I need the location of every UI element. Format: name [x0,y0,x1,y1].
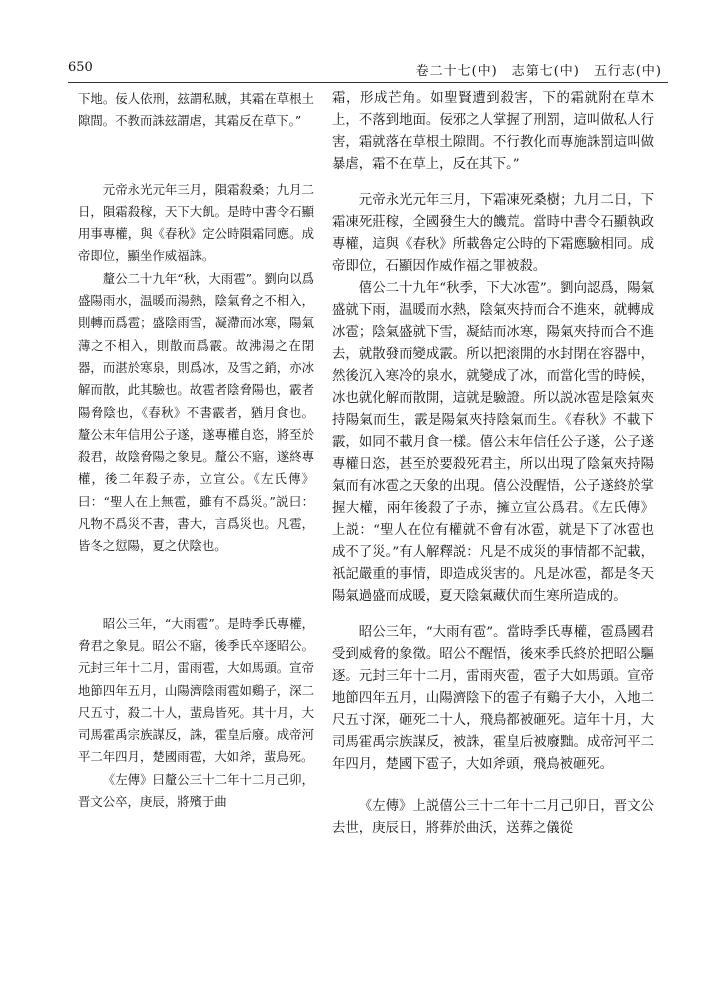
translation-paragraph: 元帝永光元年三月，下霜凍死桑樹；九月二日，下霜凍死莊稼，全國發生大的饑荒。當時中書令石顯執政專權，這與《春秋》所載魯定公時的下霜應驗相同。成帝即位，石顯因作威作福之罪被殺。 [332,193,654,274]
classical-paragraph: 《左傳》曰釐公三十二年十二月己卯，晋文公卒，庚辰，將殯于曲 [78,771,314,810]
translation-paragraph: 昭公三年，“大雨有雹”。當時季氏專權，雹爲國君受到威脅的象徵。昭公不醒悟，後來季氏終於把昭公驅逐。元封三年十二月，雷雨夾雹，雹子大如馬頭。宣帝地節四年五月，山陽濟陰下的雹子有鷄子大小，入地二尺五寸深，砸死二十人，飛鳥都被砸死。這年十月，大司馬霍禹宗族謀反，被誅，霍皇后被廢黜。成帝河平二年四月，楚國下雹子，大如斧頭，飛鳥被砸死。 [332,625,654,772]
paragraph-gap [78,133,314,179]
translation-paragraph: 霜，形成芒角。如聖賢遭到殺害，下的霜就附在草木上，不落到地面。佞邪之人掌握了刑罰，這叫做私人行害，霜就落在草根土隙間。不行教化而專施誅罰這叫做暴虐，霜不在草上，反在其下。” [332,91,654,172]
translation-paragraph: 僖公二十九年“秋季，下大冰雹”。劉向認爲，陽氣盛就下雨，温暖而水熱，陰氣夾持而合不進來，就轉成冰雹；陰氣盛就下雪，凝結而冰寒，陽氣夾持而合不進去，就散發而變成霰。所以把滚開的水封閉在容器中，然後沉入寒冷的泉水，就變成了冰，而當化雪的時候，冰也就化解而散開，這就是驗證。所以説冰雹是陰氣夾持陽氣而生，霰是陽氣夾持陰氣而生。《春秋》不載下霰，如同不載月食一樣。僖公末年信任公子遂，公子遂專權日恣，甚至於要殺死君主，所以出現了陰氣夾持陽氣而有冰雹之天象的出現。僖公没醒悟，公子遂終於掌握大權，兩年後殺了子赤，擁立宣公爲君。《左氏傳》上説：“聖人在位有權就不會有冰雹，就是下了冰雹也成不了災。”有人解釋説：凡是不成災的事情都不記載，祇記嚴重的事情，即造成災害的。凡是冰雹，都是冬天陽氣過盛而成暖，夏天陰氣藏伏而生寒所造成的。 [332,281,654,604]
classical-paragraph: 昭公三年，“大雨雹”。是時季氏專權，脅君之象見。昭公不寤，後季氏卒逐昭公。元封三年十二月，雷雨雹，大如馬頭。宣帝地節四年五月，山陽濟陰雨雹如鷄子，深二尺五寸，殺二十人，蜚鳥皆死。其十月，大司馬霍禹宗族謀反，誅，霍皇后廢。成帝河平二年四月，楚國雨雹，大如斧，蜚鳥死。 [78,615,314,765]
translation-paragraph: 《左傳》上説僖公三十二年十二月己卯日，晋文公去世，庚辰日，將葬於曲沃，送葬之儀從 [332,799,654,836]
running-title: 卷二十七(中) 志第七(中) 五行志(中) [415,64,662,79]
page-number: 650 [68,60,93,75]
paragraph-gap [332,608,654,622]
paragraph-gap [332,776,654,796]
header-rule [68,82,668,83]
classical-paragraph: 元帝永光元年三月，隕霜殺桑；九月二日，隕霜殺稼，天下大飢。是時中書令石顯用事專權，與《春秋》定公時隕霜同應。成帝即位，顯坐作威福誅。 [78,181,314,264]
classical-paragraph: 下地。佞人依刑，玆謂私賊，其霜在草根土隙間。不教而誅玆謂虐，其霜反在草下。” [78,91,314,129]
page-header [68,58,668,80]
paragraph-gap [78,558,314,613]
classical-paragraph: 釐公二十九年“秋，大雨雹”。劉向以爲盛陽雨水，温暖而湯熱，陰氣脅之不相入，則轉而爲雹；盛陰雨雪，凝滯而冰寒，陽氣薄之不相入，則散而爲霰。故沸湯之在閉器，而湛於寒泉，則爲冰，及雪之銷，亦冰解而散，此其驗也。故雹者陰脅陽也，霰者陽脅陰也，《春秋》不書霰者，猶月食也。釐公末年信用公子遂，遂專權自恣，將至於殺君，故陰脅陽之象見。釐公不寤，遂終專權，後二年殺子赤，立宣公。《左氏傳》曰：“聖人在上無雹，雖有不爲災。”説曰：凡物不爲災不書，書大，言爲災也。凡雹，皆冬之愆陽，夏之伏陰也。 [78,270,314,554]
classical-text-column [78,88,314,813]
paragraph-gap [332,176,654,190]
translation-column [332,88,654,840]
